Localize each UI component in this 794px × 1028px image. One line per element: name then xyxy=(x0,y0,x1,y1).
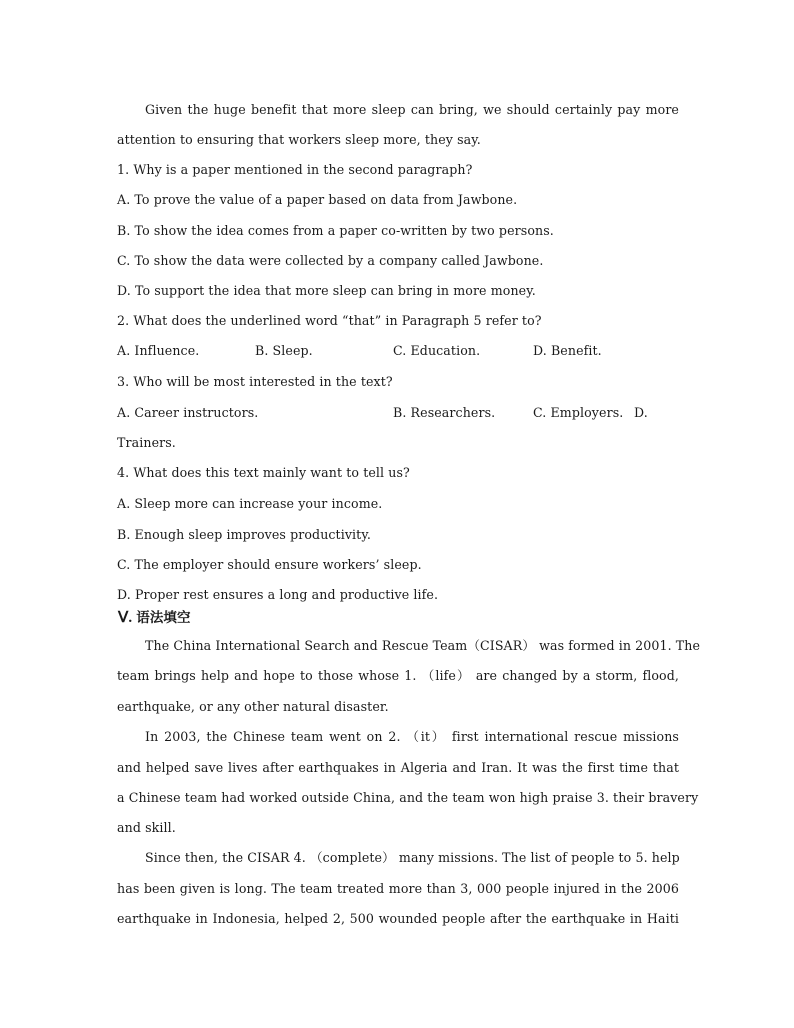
question-3-stem: 3. Who will be most interested in the text? xyxy=(117,374,393,389)
question-2-stem: 2. What does the underlined word “that” in Paragraph 5 refer to? xyxy=(117,313,542,328)
grammar-paragraph-line: earthquake, or any other natural disaster. xyxy=(117,699,389,714)
question-1-stem: 1. Why is a paper mentioned in the second paragraph? xyxy=(117,162,473,177)
question-2-option-c: C. Education. xyxy=(393,343,481,358)
grammar-paragraph-line: The China International Search and Rescue Team（CISAR） was formed in 2001. The xyxy=(145,638,701,653)
section-numeral: Ⅴ. xyxy=(118,610,133,626)
question-3-option-d-letter: D. xyxy=(634,405,648,420)
grammar-paragraph-line: a Chinese team had worked outside China, and the team won high praise 3. their bravery xyxy=(117,790,699,805)
grammar-paragraph-line: Since then, the CISAR 4. （complete） many missions. The list of people to 5. help xyxy=(145,850,680,865)
question-4-stem: 4. What does this text mainly want to tell us? xyxy=(117,465,410,480)
question-1-option-d: D. To support the idea that more sleep can bring in more money. xyxy=(117,283,536,298)
question-2-option-d: D. Benefit. xyxy=(533,343,602,358)
section-heading xyxy=(118,610,680,626)
question-2-option-b: B. Sleep. xyxy=(255,343,313,358)
question-1-option-c: C. To show the data were collected by a company called Jawbone. xyxy=(117,253,544,268)
closing-paragraph-line: Given the huge benefit that more sleep can bring, we should certainly pay more xyxy=(145,102,679,117)
question-3-option-b: B. Researchers. xyxy=(393,405,496,420)
section-title: 语法填空 xyxy=(136,610,191,626)
question-4-option-c: C. The employer should ensure workers’ sleep. xyxy=(117,557,422,572)
grammar-paragraph-line: earthquake in Indonesia, helped 2, 500 wounded people after the earthquake in Haiti xyxy=(117,911,679,926)
question-3-option-a: A. Career instructors. xyxy=(117,405,259,420)
question-3-option-d-text: Trainers. xyxy=(117,435,176,450)
question-4-option-d: D. Proper rest ensures a long and productive life. xyxy=(117,587,439,602)
grammar-paragraph-line: team brings help and hope to those whose 1. （life） are changed by a storm, flood, xyxy=(117,668,679,683)
question-2-option-a: A. Influence. xyxy=(117,343,200,358)
question-1-option-a: A. To prove the value of a paper based on data from Jawbone. xyxy=(117,192,518,207)
question-4-option-a: A. Sleep more can increase your income. xyxy=(117,496,383,511)
question-1-option-b: B. To show the idea comes from a paper co-written by two persons. xyxy=(117,223,554,238)
grammar-paragraph-line: has been given is long. The team treated more than 3, 000 people injured in the 2006 xyxy=(117,881,679,896)
grammar-paragraph-line: and helped save lives after earthquakes in Algeria and Iran. It was the first time that xyxy=(117,760,679,775)
grammar-paragraph-line: In 2003, the Chinese team went on 2. （it） first international rescue missions xyxy=(145,729,679,744)
question-3-option-c: C. Employers. xyxy=(533,405,624,420)
closing-paragraph-line: attention to ensuring that workers sleep more, they say. xyxy=(117,132,481,147)
grammar-paragraph-line: and skill. xyxy=(117,820,176,835)
question-4-option-b: B. Enough sleep improves productivity. xyxy=(117,527,371,542)
